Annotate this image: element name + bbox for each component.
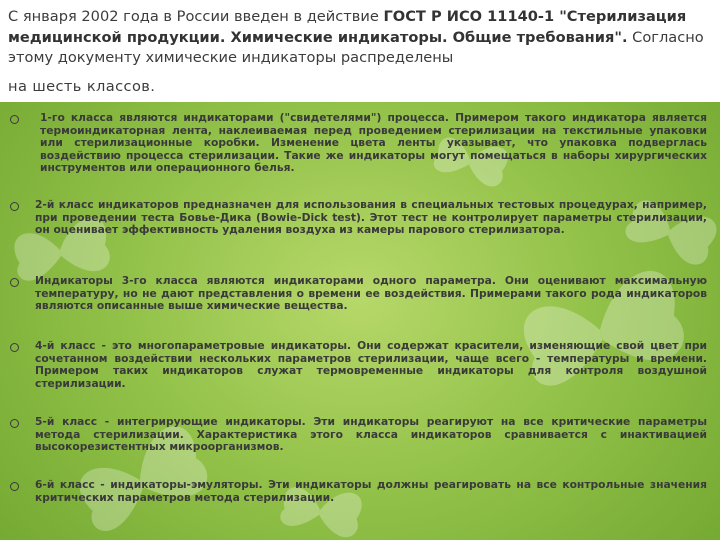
bullet-icon [10,278,19,287]
bullet-icon [10,202,19,211]
intro-text-end: на шесть классов. [8,77,156,95]
intro-text-middle: Согласно этому документу химические индикаторы распределены [8,28,704,66]
list-item-text: 5-й класс - интегрирующие индикаторы. Эти индикаторы реагируют на все критические параметры метода стерилизации. Характеристика этого класса индикаторов сравнивается с инактивацией высокорезистентных микроорганизмов. [35,415,707,454]
list-item-text: 2-й класс индикаторов предназначен для использования в специальных тестовых процедурах, например, при проведении теста Бовье-Дика (Bowie-Dick test). Этот тест не контролирует параметры стерилизации, он оценивает эффективность удаления воздуха из камеры парового стерилизатора. [35,198,707,237]
intro-paragraph [0,0,720,102]
intro-text-start: С января 2002 года в России введен в действие [8,8,384,25]
gost-title: ГОСТ Р ИСО 11140-1 "Стерилизация медицинской продукции. Химические индикаторы. Общие требования". [8,8,687,46]
bullet-icon [10,482,19,491]
list-item-text: Индикаторы 3-го класса являются индикаторами одного параметра. Они оценивают максимальную температуру, но не дают представления о времени ее воздействия. Примерами такого рода индикаторов являются описанные выше химические вещества. [35,274,707,313]
list-item-text: 6-й класс - индикаторы-эмуляторы. Эти индикаторы должны реагировать на все контрольные значения критических параметров метода стерилизации. [35,478,707,504]
bullet-icon [10,343,19,352]
list-item-text: 1-го класса являются индикаторами ("свидетелями") процесса. Примером такого индикатора является термоиндикаторная лента, наклеиваемая перед проведением стерилизации на текстильные упаковки или стерилизационные коробки. Изменение цвета ленты указывает, что упаковка подверглась воздействию процесса стерилизации. Такие же индикаторы могут помещаться в наборы хирургических инструментов или операционного белья. [40,111,707,175]
list-item-text: 4-й класс - это многопараметровые индикаторы. Они содержат красители, изменяющие свой цвет при сочетанном воздействии нескольких параметров стерилизации, чаще всего - температуры и времени. Примером таких индикаторов служат термовременные индикаторы для контроля воздушной стерилизации. [35,339,707,390]
bullet-icon [10,115,19,124]
bullet-icon [10,419,19,428]
